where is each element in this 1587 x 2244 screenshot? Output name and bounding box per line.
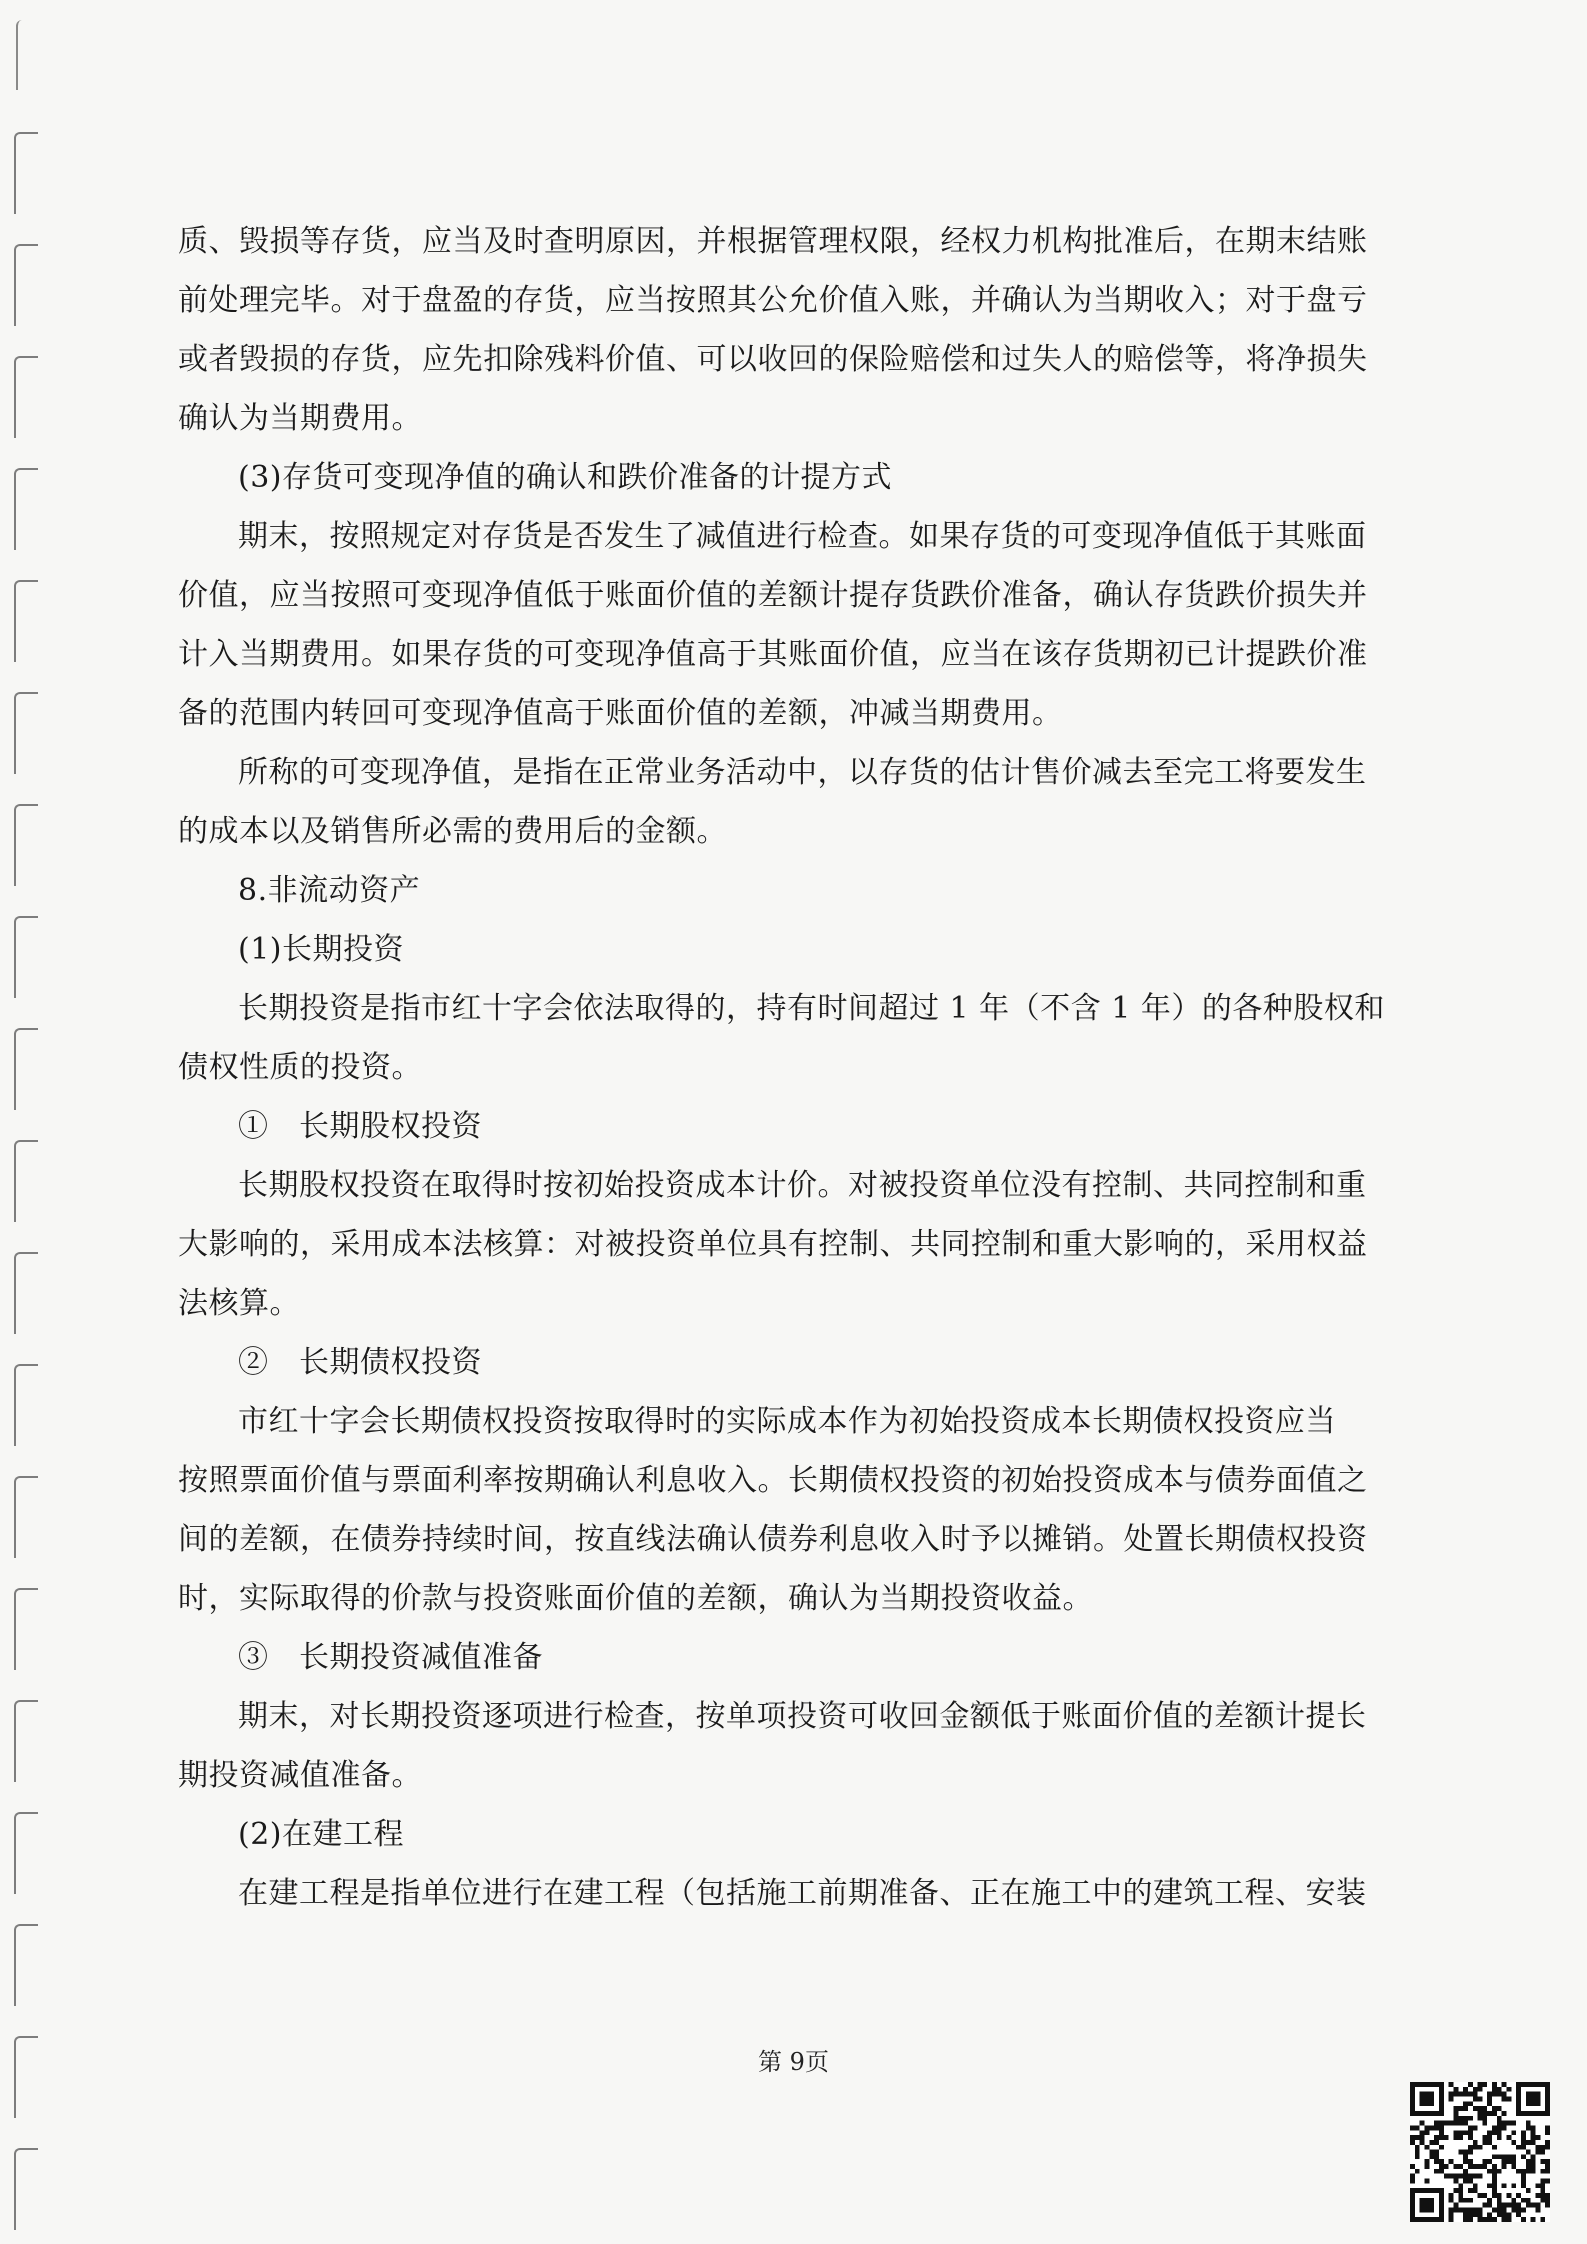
binding-hole-mark [14, 244, 38, 326]
paragraph-line: 的成本以及销售所必需的费用后的金额。 [178, 814, 727, 849]
paragraph-line: 期末，按照规定对存货是否发生了减值进行检查。如果存货的可变现净值低于其账面 [238, 519, 1367, 554]
paragraph-line: 长期股权投资在取得时按初始投资成本计价。对被投资单位没有控制、共同控制和重 [238, 1168, 1367, 1203]
paragraph-line: 市红十字会长期债权投资按取得时的实际成本作为初始投资成本长期债权投资应当 [238, 1404, 1336, 1439]
binding-hole-mark [14, 916, 38, 998]
binding-hole-mark [14, 1252, 38, 1334]
binding-hole-mark [16, 20, 40, 90]
paragraph-line: (3)存货可变现净值的确认和跌价准备的计提方式 [238, 460, 892, 495]
paragraph-line: (1)长期投资 [238, 932, 404, 967]
binding-hole-mark [14, 132, 38, 214]
paragraph-line: 大影响的，采用成本法核算：对被投资单位具有控制、共同控制和重大影响的，采用权益 [178, 1227, 1368, 1262]
binding-hole-mark [14, 468, 38, 550]
paragraph-line: 或者毁损的存货，应先扣除残料价值、可以收回的保险赔偿和过失人的赔偿等，将净损失 [178, 342, 1368, 377]
paragraph-line: (2)在建工程 [238, 1817, 404, 1852]
binding-hole-mark [14, 1700, 38, 1782]
paragraph-line: 备的范围内转回可变现净值高于账面价值的差额，冲减当期费用。 [178, 696, 1063, 731]
binding-hole-mark [14, 1140, 38, 1222]
binding-hole-mark [14, 1588, 38, 1670]
paragraph-line: 计入当期费用。如果存货的可变现净值高于其账面价值，应当在该存货期初已计提跌价准 [178, 637, 1368, 672]
paragraph-line: 期投资减值准备。 [178, 1758, 422, 1793]
paragraph-line: 8.非流动资产 [238, 873, 421, 908]
paragraph-line: 按照票面价值与票面利率按期确认利息收入。长期债权投资的初始投资成本与债券面值之 [178, 1463, 1368, 1498]
paragraph-line: 长期投资是指市红十字会依法取得的，持有时间超过 1 年（不含 1 年）的各种股权和 [238, 991, 1385, 1026]
paragraph-line: 价值，应当按照可变现净值低于账面价值的差额计提存货跌价准备，确认存货跌价损失并 [178, 578, 1368, 613]
binding-hole-mark [14, 1028, 38, 1110]
binding-holes-strip [0, 0, 60, 2244]
paragraph-line: ① 长期股权投资 [238, 1109, 482, 1144]
paragraph-line: 时，实际取得的价款与投资账面价值的差额，确认为当期投资收益。 [178, 1581, 1093, 1616]
document-body [178, 212, 1414, 1923]
paragraph-line: 前处理完毕。对于盘盈的存货，应当按照其公允价值入账，并确认为当期收入；对于盘亏 [178, 283, 1368, 318]
paragraph-line: 期末，对长期投资逐项进行检查，按单项投资可收回金额低于账面价值的差额计提长 [238, 1699, 1367, 1734]
binding-hole-mark [14, 1924, 38, 2006]
qr-code-icon [1410, 2082, 1550, 2222]
binding-hole-mark [14, 1476, 38, 1558]
binding-hole-mark [14, 804, 38, 886]
page-number: 第 9页 [758, 2048, 829, 2076]
binding-hole-mark [14, 1812, 38, 1894]
paragraph-line: 法核算。 [178, 1286, 300, 1321]
paragraph-line: 确认为当期费用。 [178, 401, 422, 436]
binding-hole-mark [14, 580, 38, 662]
binding-hole-mark [14, 356, 38, 438]
paragraph-line: 质、毁损等存货，应当及时查明原因，并根据管理权限，经权力机构批准后，在期末结账 [178, 224, 1368, 259]
paragraph-line: 所称的可变现净值，是指在正常业务活动中，以存货的估计售价减去至完工将要发生 [238, 755, 1367, 790]
paragraph-line: ③ 长期投资减值准备 [238, 1640, 543, 1675]
binding-hole-mark [14, 1364, 38, 1446]
paragraph-line: 间的差额，在债券持续时间，按直线法确认债券利息收入时予以摊销。处置长期债权投资 [178, 1522, 1368, 1557]
paragraph-line: ② 长期债权投资 [238, 1345, 482, 1380]
paragraph-line: 债权性质的投资。 [178, 1050, 422, 1085]
paragraph-line: 在建工程是指单位进行在建工程（包括施工前期准备、正在施工中的建筑工程、安装 [238, 1876, 1367, 1911]
binding-hole-mark [14, 2148, 38, 2230]
binding-hole-mark [14, 692, 38, 774]
